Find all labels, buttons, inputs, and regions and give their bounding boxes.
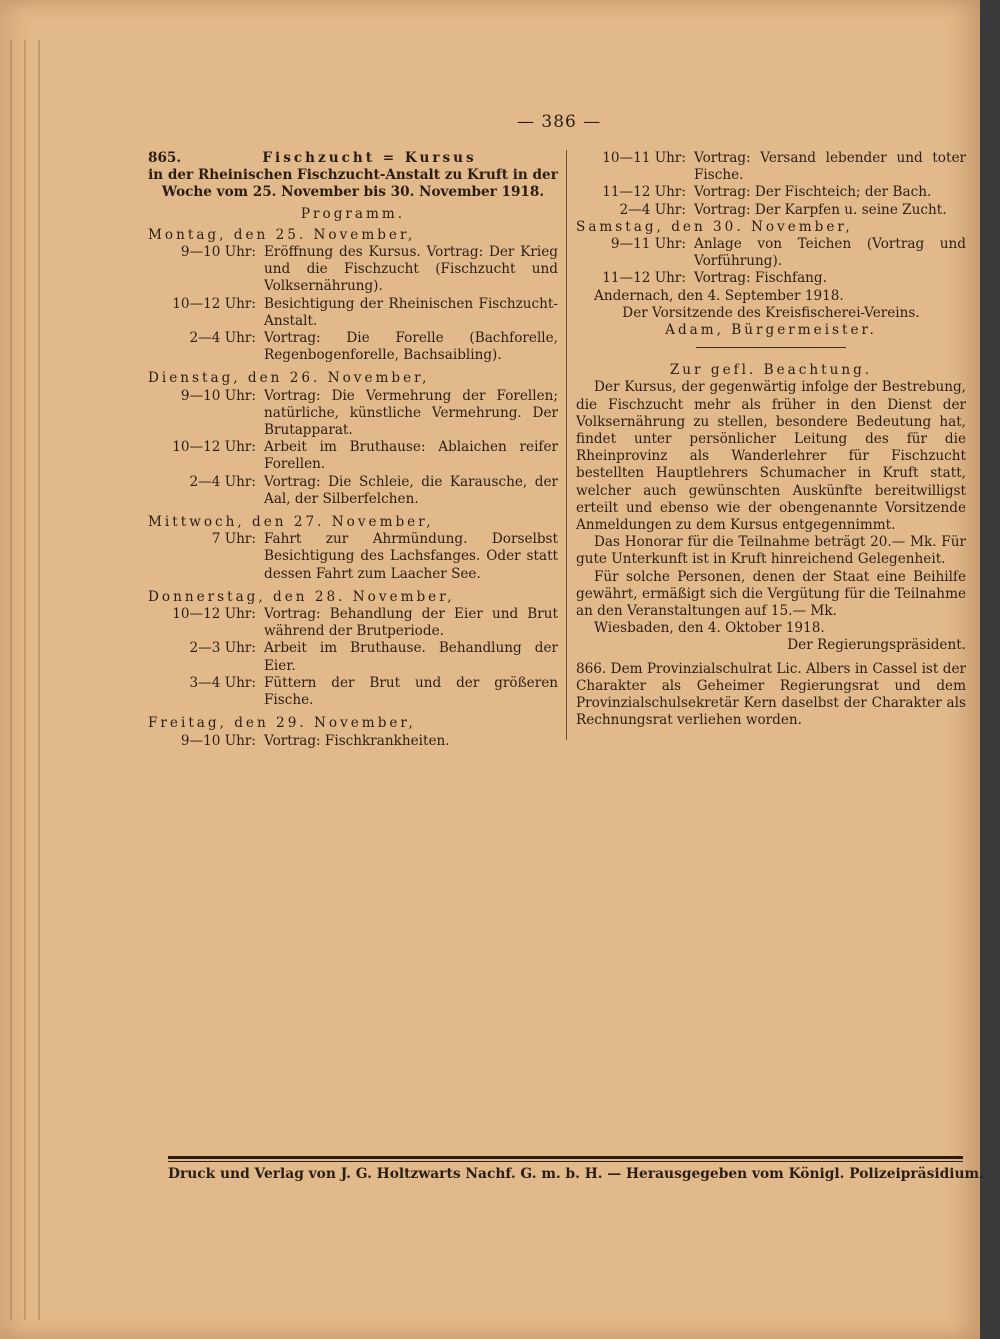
section-rule bbox=[696, 347, 846, 348]
right-column bbox=[576, 150, 966, 730]
schedule-entry bbox=[576, 236, 966, 270]
entry-time: 11—12 Uhr: bbox=[602, 184, 686, 201]
entry-text: Vortrag: Behandlung der Eier und Brut während der Brutperiode. bbox=[264, 606, 558, 640]
course-title-line bbox=[148, 150, 558, 167]
schedule-entry bbox=[576, 184, 966, 201]
entry-time: 10—12 Uhr: bbox=[172, 439, 256, 456]
programm-heading: Programm. bbox=[300, 205, 406, 222]
page-number: — 386 — bbox=[517, 112, 602, 132]
signer-line: Adam, Bürgermeister. bbox=[665, 322, 877, 339]
entry-time: 10—11 Uhr: bbox=[602, 150, 686, 166]
day-heading: Mittwoch, den 27. November, bbox=[148, 514, 434, 531]
entry-text: Eröffnung des Kursus. Vortrag: Der Krieg und die Fischzucht (Fischzucht und Volksernährung). bbox=[264, 244, 558, 295]
course-subtitle-1: in der Rheinischen Fischzucht-Anstalt zu Kruft in der bbox=[148, 167, 558, 184]
wiesbaden-date: Wiesbaden, den 4. Oktober 1918. bbox=[594, 620, 825, 637]
entry-text: Anlage von Teichen (Vortrag und Vorführung). bbox=[694, 236, 966, 270]
imprint-footer: Druck und Verlag von J. G. Holtzwarts Nachf. G. m. b. H. — Herausgegeben vom Königl. Polizeipräsidium. bbox=[168, 1166, 984, 1182]
schedule-entry bbox=[576, 202, 966, 219]
day-heading: Montag, den 25. November, bbox=[148, 226, 416, 243]
schedule-entry bbox=[148, 640, 558, 674]
entry-time: 2—4 Uhr: bbox=[189, 330, 256, 347]
entry-text: Arbeit im Bruthause: Ablaichen reifer Forellen. bbox=[264, 439, 558, 473]
day-heading: Freitag, den 29. November, bbox=[148, 715, 416, 732]
entry-time: 3—4 Uhr: bbox=[189, 674, 256, 691]
entry-text: Vortrag: Fischfang. bbox=[694, 270, 827, 287]
schedule-entry bbox=[148, 474, 558, 508]
entry-time: 11—12 Uhr: bbox=[602, 270, 686, 287]
entry-text: Vortrag: Versand lebender und toter Fische. bbox=[694, 150, 966, 184]
entry-text: Arbeit im Bruthause. Behandlung der Eier. bbox=[264, 640, 558, 674]
left-column bbox=[148, 150, 558, 750]
day-heading: Samstag, den 30. November, bbox=[576, 218, 853, 235]
entry-text: Besichtigung der Rheinischen Fischzucht-Anstalt. bbox=[264, 295, 558, 329]
entry-time: 2—4 Uhr: bbox=[619, 201, 686, 218]
entry-text: Vortrag: Fischkrankheiten. bbox=[264, 732, 450, 749]
chair-line: Der Vorsitzende des Kreisfischerei-Vereins. bbox=[622, 304, 920, 321]
entry-time: 9—10 Uhr: bbox=[180, 244, 256, 261]
schedule-entry bbox=[148, 531, 558, 583]
schedule-entry bbox=[148, 244, 558, 296]
course-subtitle-2: Woche vom 25. November bis 30. November 1918. bbox=[161, 184, 545, 201]
schedule-entry bbox=[576, 150, 966, 184]
day-heading: Donnerstag, den 28. November, bbox=[148, 588, 455, 605]
regpraes-line: Der Regierungspräsident. bbox=[787, 637, 966, 654]
item-number: 865. bbox=[148, 150, 182, 166]
page-edge-line bbox=[10, 40, 12, 1320]
footer-rule-thin bbox=[168, 1161, 963, 1162]
page-edge-line bbox=[38, 40, 40, 1320]
notice-paragraph: Das Honorar für die Teilnahme beträgt 20.— Mk. Für gute Unterkunft ist in Kruft hinreichend Gelegenheit. bbox=[576, 534, 966, 568]
day-heading: Dienstag, den 26. November, bbox=[148, 370, 430, 387]
place-date: Andernach, den 4. September 1918. bbox=[594, 287, 844, 304]
entry-time: 9—10 Uhr: bbox=[180, 387, 256, 404]
item-866-text: Dem Provinzialschulrat Lic. Albers in Cassel ist der Charakter als Geheimer Regierungsrat und dem Provinzialschulsekretär Kern daselbst der Charakter als Rechnungsrat verliehen worden. bbox=[576, 660, 966, 729]
entry-text: Vortrag: Die Forelle (Bachforelle, Regenbogenforelle, Bachsaibling). bbox=[264, 330, 558, 364]
schedule-entry bbox=[148, 439, 558, 473]
entry-time: 2—3 Uhr: bbox=[189, 640, 256, 657]
footer-rule bbox=[168, 1156, 963, 1159]
entry-time: 10—12 Uhr: bbox=[172, 295, 256, 312]
entry-text: Vortrag: Die Schleie, die Karausche, der Aal, der Silberfelchen. bbox=[264, 473, 558, 507]
entry-text: Füttern der Brut und der größeren Fische. bbox=[264, 674, 558, 709]
schedule-entry bbox=[576, 270, 966, 287]
entry-time: 9—11 Uhr: bbox=[610, 236, 686, 253]
notice-paragraph: Der Kursus, der gegenwärtig infolge der Bestrebung, die Fischzucht mehr als früher in den Dienst der Volksernährung zu stellen, besondere Bedeutung hat, findet unter persönlicher Leitung des für die Rheinprovinz als Wanderlehrer für Fischzucht bestellten Hauptlehrers Schumacher in Kruft statt, welcher auch gewünschten Auskünfte bereitwilligst erteilt und ebenso wie der obengenannte Vorsitzende Anmeldungen zu dem Kursus entgegennimmt. bbox=[576, 379, 966, 534]
entry-text: Vortrag: Der Karpfen u. seine Zucht. bbox=[694, 201, 947, 218]
schedule-entry bbox=[148, 675, 558, 709]
notice-paragraph: Für solche Personen, denen der Staat eine Beihilfe gewährt, ermäßigt sich die Vergütung für die Teilnahme an den Veranstaltungen auf 15.— Mk. bbox=[576, 568, 966, 620]
entry-text: Vortrag: Die Vermehrung der Forellen; natürliche, künstliche Vermehrung. Der Brutapparat. bbox=[264, 387, 558, 439]
entry-time: 9—10 Uhr: bbox=[180, 732, 256, 749]
entry-text: Vortrag: Der Fischteich; der Bach. bbox=[694, 184, 932, 201]
item-number: 866. bbox=[576, 660, 607, 677]
schedule-entry bbox=[148, 606, 558, 640]
entry-time: 2—4 Uhr: bbox=[189, 473, 256, 490]
entry-text: Fahrt zur Ahrmündung. Dorselbst Besichtigung des Lachsfanges. Oder statt dessen Fahrt zum Laacher See. bbox=[264, 531, 558, 582]
schedule-entry bbox=[148, 296, 558, 330]
entry-time: 7 Uhr: bbox=[211, 531, 256, 548]
page-edge-line bbox=[24, 40, 26, 1320]
schedule-entry bbox=[148, 388, 558, 440]
course-title: Fischzucht = Kursus bbox=[262, 150, 477, 166]
notice-heading: Zur gefl. Beachtung. bbox=[669, 362, 873, 379]
item-866 bbox=[576, 661, 966, 730]
column-divider bbox=[566, 150, 567, 740]
schedule-entry bbox=[148, 733, 558, 750]
schedule-entry bbox=[148, 330, 558, 364]
entry-time: 10—12 Uhr: bbox=[172, 606, 256, 623]
